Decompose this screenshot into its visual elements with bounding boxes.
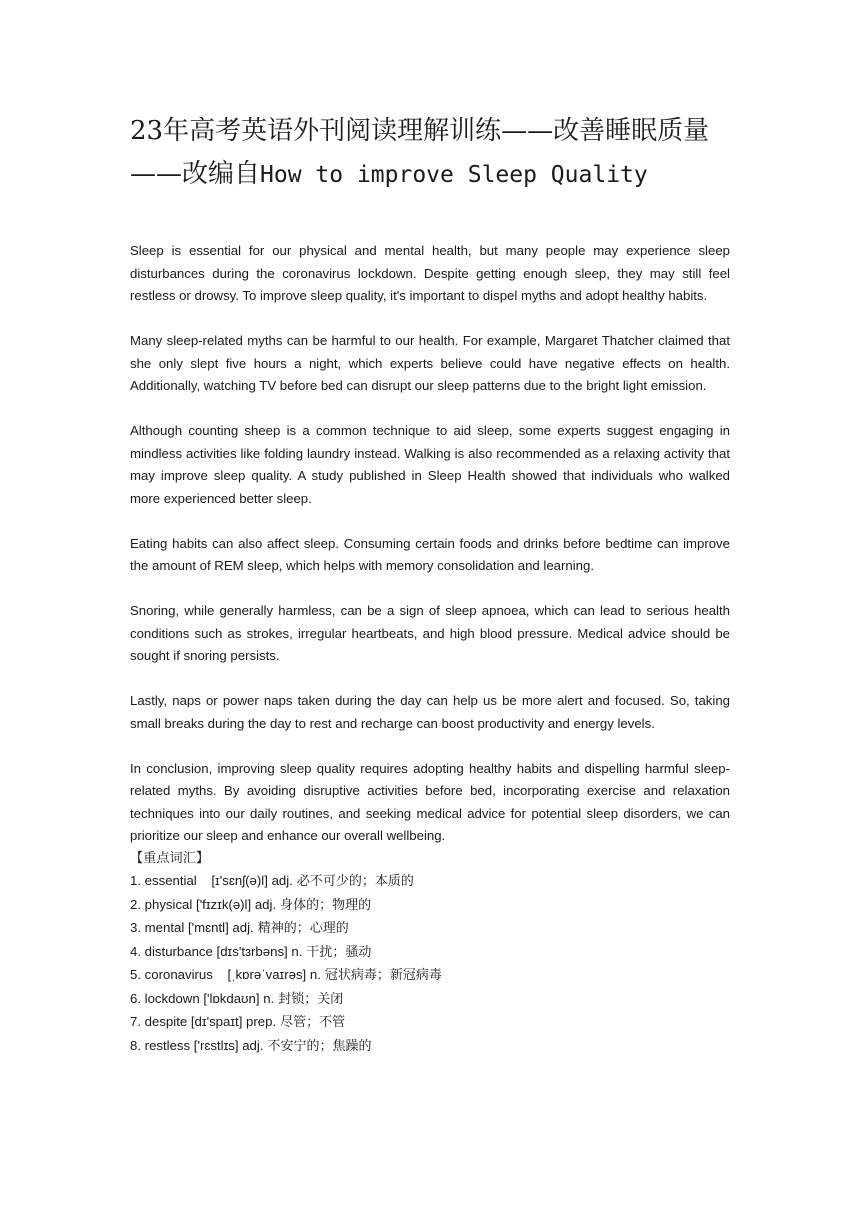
title-line-2-chinese: ——改编自 [130,159,261,189]
vocab-pronunciation: ['fɪzɪk(ə)l] [196,896,252,912]
vocab-pronunciation: ['rɛstlɪs] [193,1037,239,1053]
vocab-meaning: 必不可少的；本质的 [296,874,414,889]
article-body [130,240,730,1058]
title-line-2-english: How to improve Sleep Quality [260,162,648,188]
vocab-part-of-speech: adj. [254,896,277,912]
vocab-number: 4. [130,943,141,959]
vocab-part-of-speech: adj. [271,873,293,888]
vocab-word: lockdown [144,990,200,1006]
vocab-number: 5. [130,967,141,982]
vocab-meaning: 身体的；物理的 [280,897,372,913]
vocab-word: disturbance [144,943,213,959]
vocab-item [130,941,730,965]
vocab-part-of-speech: n. [291,943,303,959]
vocab-number: 1. [130,873,141,888]
vocab-meaning: 干扰；骚动 [306,944,372,960]
paragraph-5: Snoring, while generally harmless, can be a sign of sleep apnoea, which can lead to serious health conditions such as strokes, irregular heartbeats, and high blood pressure. Medical advice should be sought if snoring persists. [130,603,730,663]
paragraph-7: In conclusion, improving sleep quality requires adopting healthy habits and dispelling harmful sleep-related myths. By avoiding disruptive activities before bed, incorporating exercise and relaxation techniques into our daily routines, and seeking medical advice for potential sleep disorders, we can prioritize our sleep and enhance our overall wellbeing. [130,760,730,843]
vocab-item [130,964,730,988]
vocab-list [130,870,730,1058]
vocab-word: despite [144,1014,188,1029]
vocab-word: essential [144,873,197,888]
vocab-item [130,1035,730,1059]
vocab-number: 6. [130,990,141,1006]
vocab-heading: 【重点词汇】 [130,850,210,866]
paragraph-3: Although counting sheep is a common technique to aid sleep, some experts suggest engaging in mindless activities like folding laundry instead. Walking is also recommended as a relaxing activity that may improve sleep quality. A study published in Sleep Health showed that individuals who walked more experienced better sleep. [130,423,730,506]
vocab-part-of-speech: adj. [242,1037,264,1053]
vocab-pronunciation: [dɪ'spaɪt] [190,1014,243,1029]
document-title [130,110,750,197]
vocab-item [130,917,730,941]
title-line-1: 23年高考英语外刊阅读理解训练——改善睡眠质量 [130,116,710,146]
vocab-pronunciation: ['mɛntl] [187,920,229,935]
paragraph-4: Eating habits can also affect sleep. Consuming certain foods and drinks before bedtime can improve the amount of REM sleep, which helps with memory consolidation and learning. [130,535,730,573]
paragraph-1: Sleep is essential for our physical and mental health, but many people may experience sleep disturbances during the coronavirus lockdown. Despite getting enough sleep, they may still feel restless or drowsy. To improve sleep quality, it's important to dispel myths and adopt healthy habits. [130,243,730,303]
vocab-meaning: 精神的；心理的 [257,921,349,936]
vocab-number: 2. [130,896,141,912]
vocab-item [130,988,730,1012]
vocab-item [130,894,730,918]
title-line-2 [130,153,750,197]
vocab-pronunciation: [dɪs'tɜrbəns] [216,943,288,959]
vocab-part-of-speech: n. [263,990,275,1006]
vocab-part-of-speech: n. [309,967,321,982]
vocab-number: 7. [130,1014,141,1029]
vocab-part-of-speech: prep. [246,1014,277,1029]
vocab-number: 8. [130,1037,141,1053]
vocab-word: coronavirus [144,967,213,982]
vocab-number: 3. [130,920,141,935]
vocab-pronunciation: [ˌkɒrəˈvaɪrəs] [227,967,307,982]
vocab-pronunciation: [ɪ'sɛnʃ(ə)l] [211,873,268,888]
vocab-pronunciation: ['lɒkdaʊn] [203,990,260,1006]
vocab-word: physical [144,896,193,912]
vocab-meaning: 尽管；不管 [280,1015,346,1030]
vocab-meaning: 封锁；关闭 [278,991,344,1007]
vocab-meaning: 不安宁的；焦躁的 [267,1038,372,1054]
vocab-meaning: 冠状病毒；新冠病毒 [324,968,442,983]
vocab-item [130,870,730,894]
paragraph-2: Many sleep-related myths can be harmful to our health. For example, Margaret Thatcher claimed that she only slept five hours a night, which experts believe could have negative effects on health. Additionally, watching TV before bed can disrupt our sleep patterns due to the bright light emission. [130,333,730,393]
vocab-part-of-speech: adj. [232,920,254,935]
vocab-item [130,1011,730,1035]
vocab-word: mental [144,920,185,935]
paragraph-6: Lastly, naps or power naps taken during the day can help us be more alert and focused. So, taking small breaks during the day to rest and recharge can boost productivity and energy levels. [130,693,730,731]
vocab-word: restless [144,1037,191,1053]
